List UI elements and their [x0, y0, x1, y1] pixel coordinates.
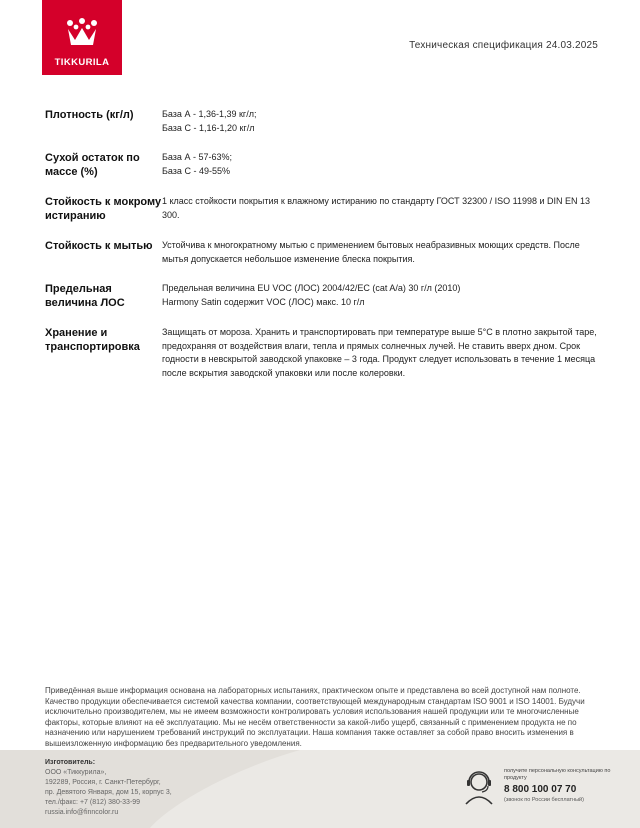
spec-value-line: Предельная величина EU VOC (ЛОС) 2004/42/EC (cat A/a) 30 г/л (2010): [162, 283, 461, 293]
spec-value: [162, 108, 605, 135]
spec-row-scrub-resistance: [45, 195, 605, 223]
spec-value-line: 1 класс стойкости покрытия к влажному истиранию по стандарту ГОСТ 32300 / ISO 11998 и DIN EN 13 300.: [162, 196, 591, 220]
spec-row-wash-resistance: [45, 239, 605, 266]
spec-row-storage: [45, 326, 605, 380]
spec-value-line: Harmony Satin содержит VOC (ЛОС) макс. 10 г/л: [162, 296, 365, 307]
spec-label: Плотность (кг/л): [45, 109, 134, 121]
disclaimer-text: Приведённая выше информация основана на лабораторных испытаниях, практическом опыте и представлена во всей доступной нам полноте. Качество продукции обеспечивается системой качества компании, соответствующей международным стандартам ISO 9001 и ISO 14001. Будучи исключительно производителем, мы не имеем возможности контролировать условия использования нашей продукции или те многочисленные факторы, которые влияют на её эксплуатацию. Мы не несём ответственности за какой-либо ущерб, связанный с применением продукта не по назначению или нарушением требований инструкций по эксплуатации. Наша компания также оставляет за собой право вносить изменения в вышеизложенную информацию без предварительного уведомления.: [45, 686, 585, 748]
spec-value-line: База С - 1,16-1,20 кг/л: [162, 122, 255, 133]
manufacturer-line: ООО «Тиккурила»,: [45, 769, 107, 776]
tikkurila-logo: [42, 0, 122, 75]
spec-label: Стойкость к мытью: [45, 240, 153, 252]
document-header: Техническая спецификация 24.03.2025: [409, 40, 598, 51]
manufacturer-title: Изготовитель:: [45, 759, 96, 766]
spec-value-line: База А - 1,36-1,39 кг/л;: [162, 109, 257, 119]
hotline-phone[interactable]: 8 800 100 07 70: [504, 784, 577, 795]
spec-row-density: [45, 108, 605, 135]
spec-row-voc: [45, 282, 605, 310]
brand-name: TIKKURILA: [54, 57, 110, 68]
spec-value-line: Устойчива к многократному мытью с применением бытовых неабразивных моющих средств. После мытья допускается небольшое изменение блеска покрытия.: [162, 240, 580, 264]
spec-row-solids: [45, 151, 605, 179]
hotline-note: (звонок по России бесплатный): [504, 797, 584, 803]
spec-value-line: Защищать от мороза. Хранить и транспортировать при температуре выше 5°С в плотно закрытой таре, предохраняя от воздействия влаги, тепла и прямых солнечных лучей. Не ставить вверх дном. Срок годности в невскрытой заводской упаковке – 3 года. Продукт следует использовать в течение 1 месяца после вскрытия заводской упаковки или после колеровки.: [162, 327, 597, 378]
manufacturer-line: пр. Девятого Января, дом 15, корпус 3,: [45, 789, 172, 796]
spec-value: [162, 195, 605, 223]
spec-value-line: База С - 49-55%: [162, 165, 230, 176]
spec-value: [162, 326, 605, 380]
hotline-caption: получите персональную консультацию по продукту: [504, 768, 611, 781]
spec-value: [162, 282, 605, 310]
manufacturer-info: [45, 758, 172, 818]
spec-table: [45, 108, 605, 396]
spec-label: Предельная величина ЛОС: [45, 283, 125, 309]
spec-value: [162, 239, 605, 266]
manufacturer-phone: тел./факс: +7 (812) 380-33-99: [45, 799, 141, 806]
manufacturer-line: 192289, Россия, г. Санкт-Петербург,: [45, 779, 161, 786]
manufacturer-email[interactable]: russia.info@finncolor.ru: [45, 809, 119, 816]
spec-label: Стойкость к мокрому истиранию: [45, 196, 162, 222]
spec-label: Сухой остаток по массе (%): [45, 152, 140, 178]
spec-value-line: База А - 57-63%;: [162, 152, 232, 162]
page-footer: [0, 750, 640, 828]
crown-icon: [66, 18, 98, 48]
spec-value: [162, 151, 605, 179]
headset-operator-icon: [460, 768, 498, 806]
spec-label: Хранение и транспортировка: [45, 327, 140, 353]
